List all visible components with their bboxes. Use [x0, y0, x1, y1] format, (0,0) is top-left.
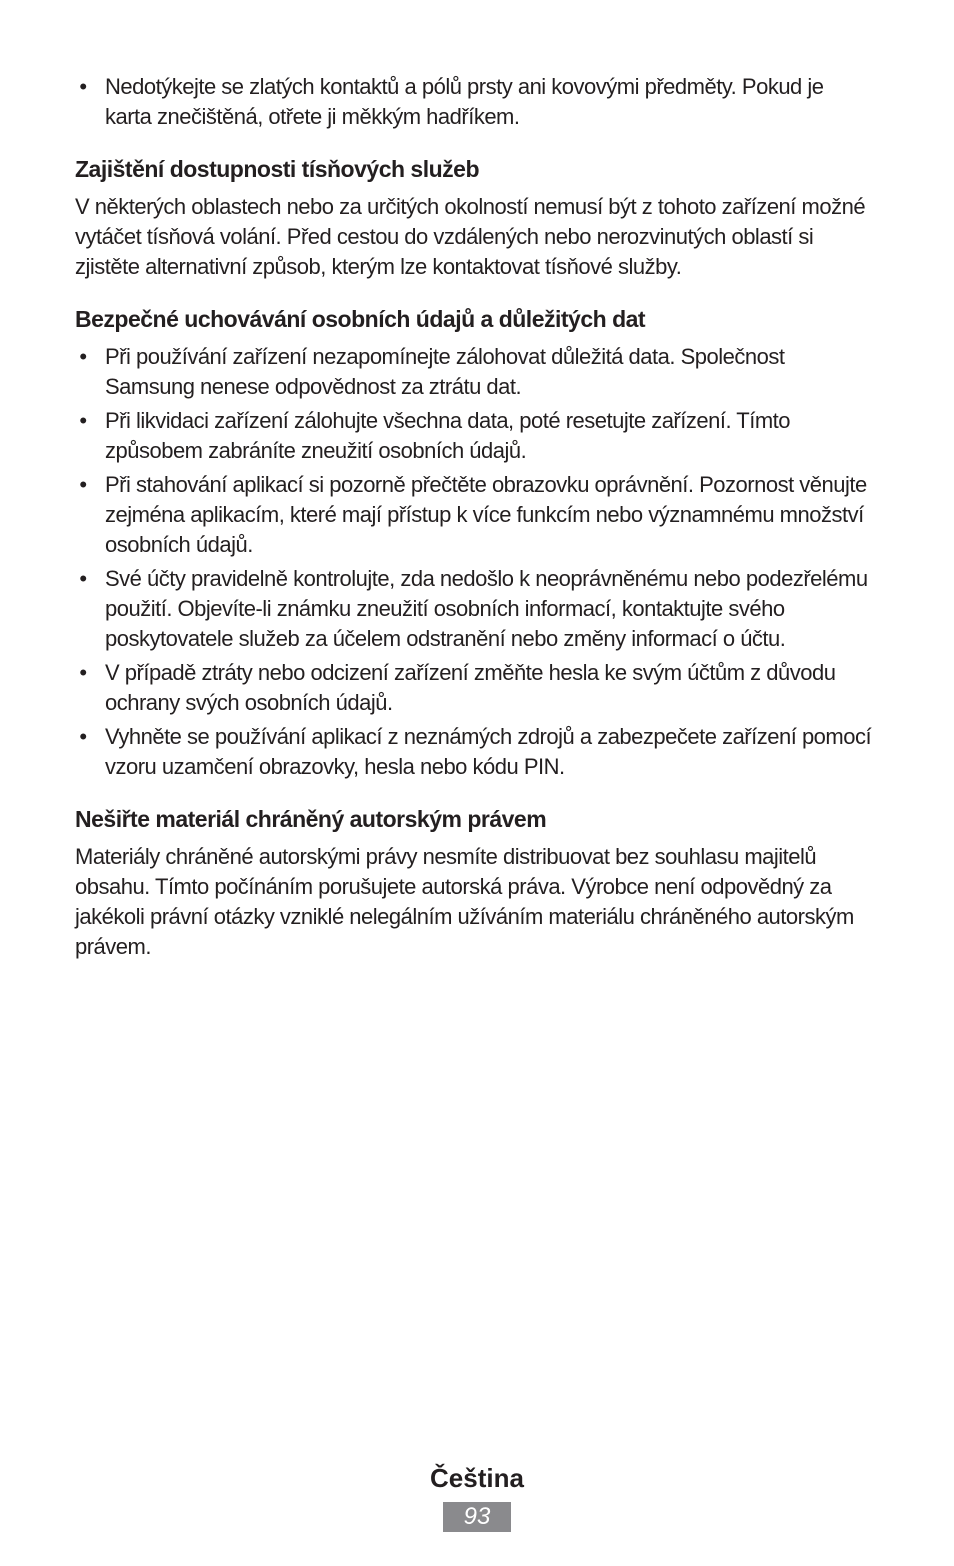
bullet-text: Při likvidaci zařízení zálohujte všechna data, poté resetujte zařízení. Tímto způsobem zabráníte zneužití osobních údajů.: [105, 408, 791, 463]
section-title: Bezpečné uchovávání osobních údajů a důležitých dat: [75, 306, 646, 332]
section-copyright: [75, 804, 875, 962]
bullet-text: V případě ztráty nebo odcizení zařízení změňte hesla ke svým účtům z důvodu ochrany svých osobních údajů.: [105, 660, 836, 715]
section-title: Zajištění dostupnosti tísňových služeb: [75, 156, 479, 182]
section-body: Materiály chráněné autorskými právy nesmíte distribuovat bez souhlasu majitelů obsahu. Tímto počínáním porušujete autorská práva. Výrobce není odpovědný za jakékoli právní otázky vzniklé nelegálním užíváním materiálu chráněného autorským právem.: [75, 844, 854, 959]
section-personal-data: [75, 304, 875, 782]
section-body: V některých oblastech nebo za určitých okolností nemusí být z tohoto zařízení možné vytáčet tísňová volání. Před cestou do vzdálených nebo nerozvinutých oblastí si zjistěte alternativní způsob, kterým lze kontaktovat tísňové služby.: [75, 194, 866, 279]
bullet-marker: •: [79, 408, 87, 433]
bullet-marker: •: [79, 660, 87, 685]
bullet-text: Při stahování aplikací si pozorně přečtěte obrazovku oprávnění. Pozornost věnujte zejména aplikacím, které mají přístup k více funkcím nebo významnému množství osobních údajů.: [105, 472, 867, 557]
bullet-text: Vyhněte se používání aplikací z neznámých zdrojů a zabezpečete zařízení pomocí vzoru uzamčení obrazovky, hesla nebo kódu PIN.: [105, 724, 872, 779]
list-item: [75, 722, 875, 782]
section-title: Nešiřte materiál chráněný autorským právem: [75, 806, 547, 832]
document-content: [75, 72, 875, 962]
intro-bullet-list: [75, 72, 875, 132]
footer-language: Čeština: [430, 1463, 524, 1493]
bullet-marker: •: [79, 344, 87, 369]
bullet-marker: •: [79, 566, 87, 591]
list-item: [75, 72, 875, 132]
list-item: [75, 342, 875, 402]
bullet-text: Při používání zařízení nezapomínejte zálohovat důležitá data. Společnost Samsung nenese odpovědnost za ztrátu dat.: [105, 344, 785, 399]
bullet-marker: •: [79, 74, 87, 99]
list-item: [75, 564, 875, 654]
bullet-marker: •: [79, 472, 87, 497]
bullet-text: Své účty pravidelně kontrolujte, zda nedošlo k neoprávněnému nebo podezřelému použití. Objevíte-li známku zneužití osobních informací, kontaktujte svého poskytovatele služeb za účelem odstranění nebo změny informací o účtu.: [105, 566, 868, 651]
page-footer: [0, 1460, 954, 1532]
list-item: [75, 470, 875, 560]
page-number-badge: 93: [443, 1502, 511, 1532]
section-emergency-services: [75, 154, 875, 282]
list-item: [75, 406, 875, 466]
list-item: [75, 658, 875, 718]
bullet-text: Nedotýkejte se zlatých kontaktů a pólů prsty ani kovovými předměty. Pokud je karta znečištěná, otřete ji měkkým hadříkem.: [105, 74, 824, 129]
bullet-marker: •: [79, 724, 87, 749]
bullet-list: [75, 342, 875, 782]
